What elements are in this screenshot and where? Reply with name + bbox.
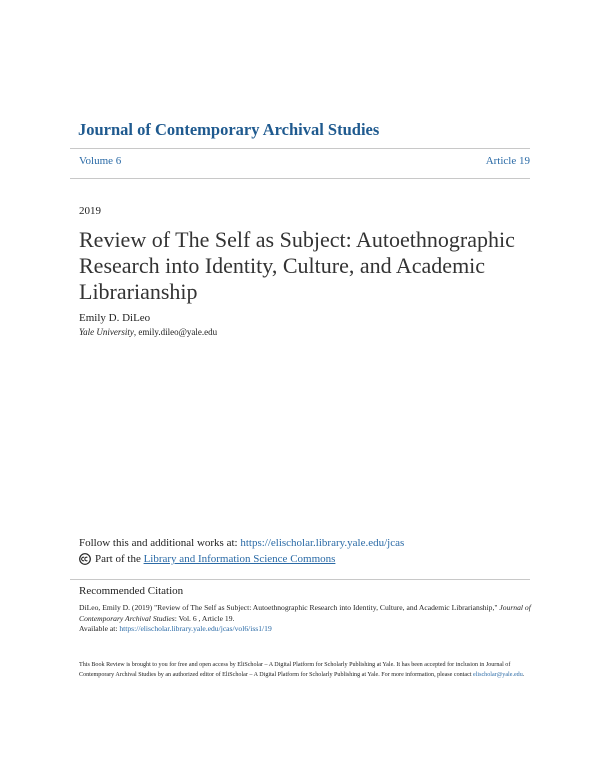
footer-notice xyxy=(79,660,534,681)
contact-email-link[interactable]: elischolar@yale.edu xyxy=(473,672,523,679)
citation-text xyxy=(79,603,539,635)
header-rule-top xyxy=(70,148,530,149)
follow-url-link[interactable]: https://elischolar.library.yale.edu/jcas xyxy=(240,537,405,549)
journal-title[interactable]: Journal of Contemporary Archival Studies xyxy=(78,120,380,139)
follow-line xyxy=(79,537,404,549)
available-at-line xyxy=(79,624,539,635)
publication-year: 2019 xyxy=(79,205,101,217)
part-of-line xyxy=(79,553,335,565)
follow-label: Follow this and additional works at: xyxy=(79,537,241,549)
author-name: Emily D. DiLeo xyxy=(79,312,151,324)
citation-journal: Journal of Contemporary Archival Studies xyxy=(79,603,531,623)
footer-text: This Book Review is brought to you for free and open access by EliScholar – A Digital Platform for Scholarly Publishing at Yale. It has been accepted for inclusion in Journal of Contemporary Archival Studies by an authorized editor of EliScholar – A Digital Platform for Scholarly Publishing at Yale. For more information, please contact xyxy=(79,662,511,679)
commons-link[interactable]: Library and Information Science Commons xyxy=(143,553,336,565)
creative-commons-icon xyxy=(79,553,91,565)
citation-body: DiLeo, Emily D. (2019) "Review of The Self as Subject: Autoethnographic Research into Identity, Culture, and Academic Librarianship," xyxy=(79,603,500,612)
article-number-link[interactable]: Article 19 xyxy=(485,155,530,167)
available-url-link[interactable]: https://elischolar.library.yale.edu/jcas/vol6/iss1/19 xyxy=(119,624,272,633)
author-affiliation xyxy=(79,327,217,337)
affiliation-institution: Yale University xyxy=(79,327,134,337)
author-email: , emily.dileo@yale.edu xyxy=(133,327,218,337)
footer-text-end: . xyxy=(522,672,525,679)
header-rule-bottom xyxy=(70,178,530,179)
citation-volume: : Vol. 6 , Article 19. xyxy=(174,613,235,623)
volume-link[interactable]: Volume 6 xyxy=(79,155,122,167)
part-of-label: Part of the xyxy=(95,553,141,565)
volume-line xyxy=(79,155,539,167)
available-label: Available at: xyxy=(79,624,120,633)
recommended-citation-heading: Recommended Citation xyxy=(79,585,184,597)
citation-rule xyxy=(70,579,530,580)
article-title: Review of The Self as Subject: Autoethnographic Research into Identity, Culture, and Academic Librarianship xyxy=(79,227,515,304)
